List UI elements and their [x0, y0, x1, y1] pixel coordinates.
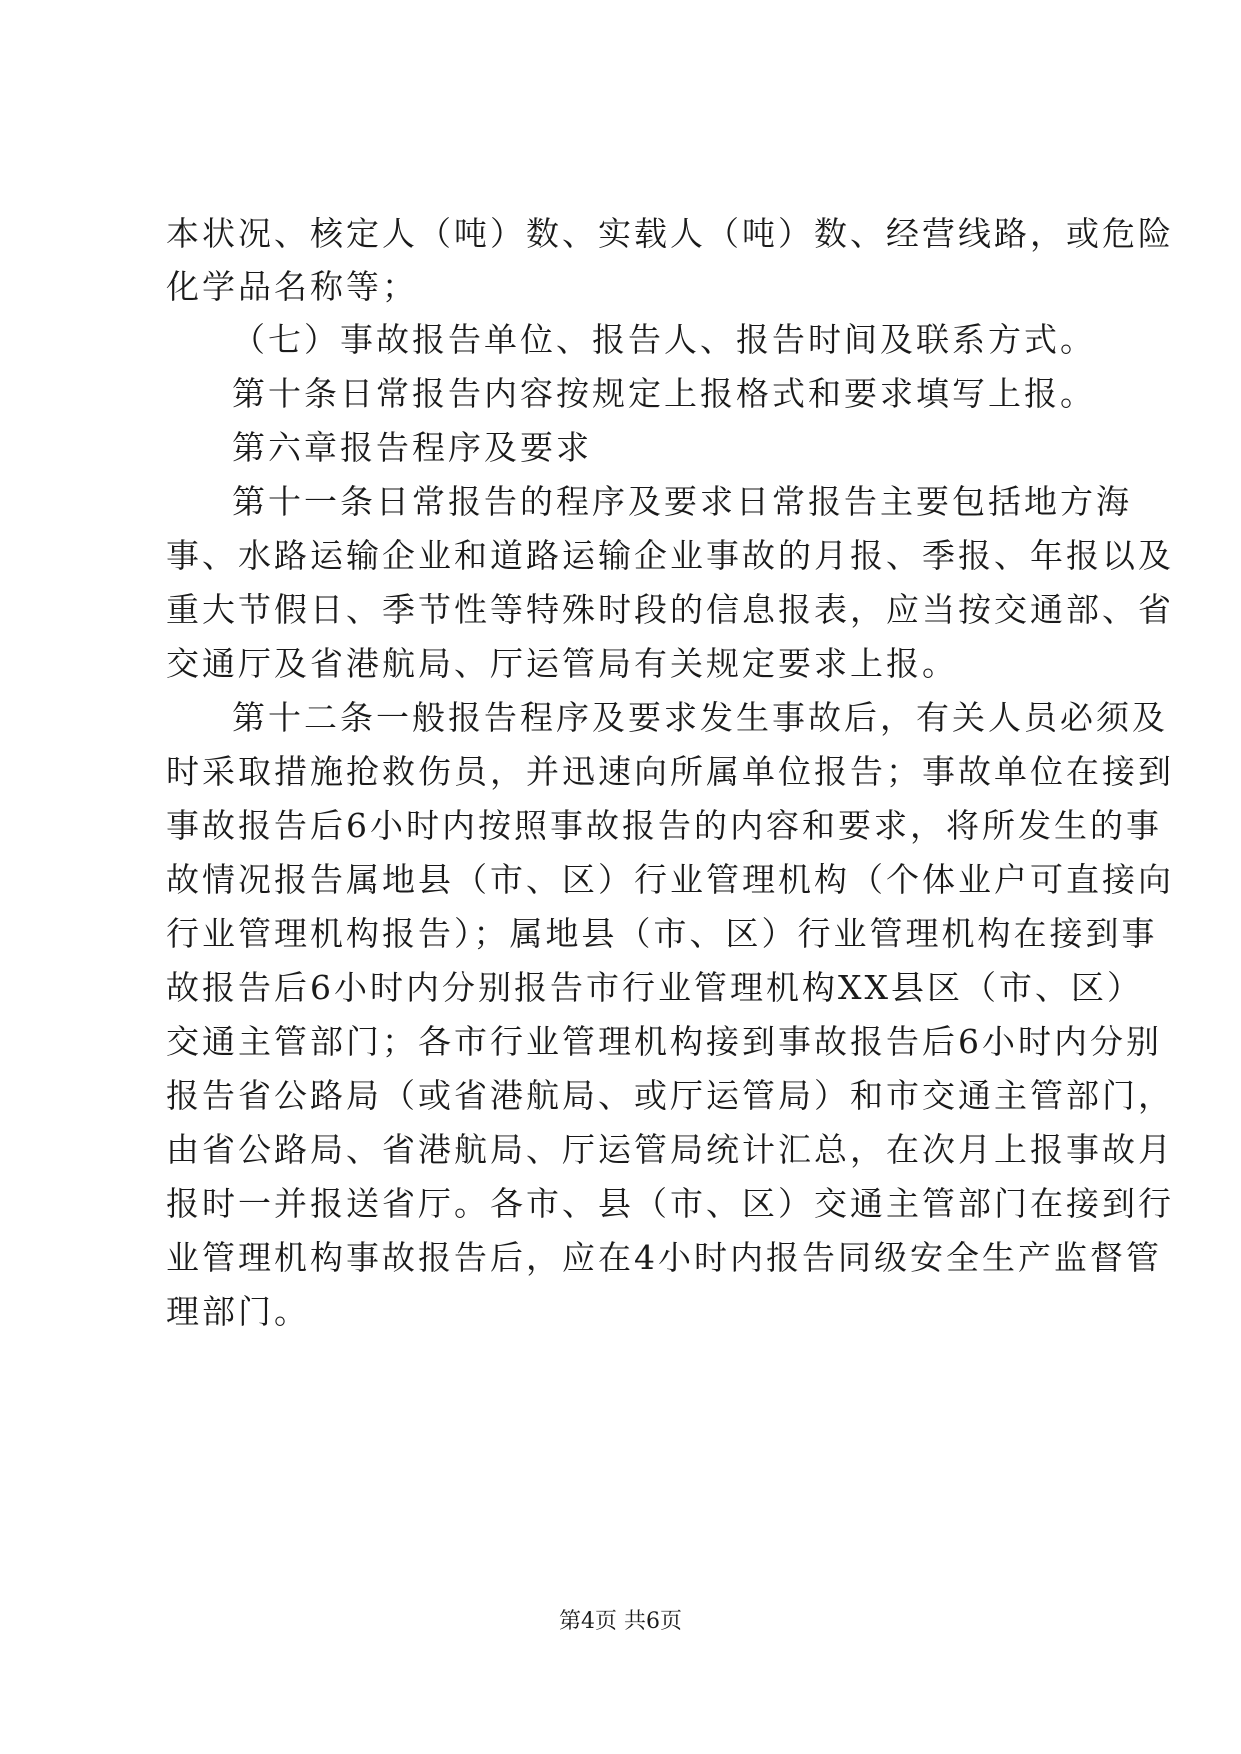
body-line-21: 理部门。 — [166, 1292, 310, 1331]
body-line-3: （七）事故报告单位、报告人、报告时间及联系方式。 — [232, 320, 1096, 359]
body-line-14: 行业管理机构报告）；属地县（市、区）行业管理机构在接到事 — [166, 914, 1158, 953]
body-line-10: 第十二条一般报告程序及要求发生事故后，有关人员必须及 — [232, 698, 1168, 737]
page-number-footer: 第4页 共6页 — [559, 1609, 682, 1634]
body-line-13: 故情况报告属地县（市、区）行业管理机构（个体业户可直接向 — [166, 860, 1174, 899]
body-line-19: 报时一并报送省厅。各市、县（市、区）交通主管部门在接到行 — [166, 1184, 1174, 1223]
body-line-16: 交通主管部门；各市行业管理机构接到事故报告后6小时内分别 — [166, 1022, 1162, 1061]
body-line-6: 第十一条日常报告的程序及要求日常报告主要包括地方海 — [232, 482, 1132, 521]
body-line-18: 由省公路局、省港航局、厅运管局统计汇总，在次月上报事故月 — [166, 1130, 1174, 1169]
section-heading: 第六章报告程序及要求 — [232, 428, 592, 467]
body-line-7: 事、水路运输企业和道路运输企业事故的月报、季报、年报以及 — [166, 536, 1174, 575]
body-line-15: 故报告后6小时内分别报告市行业管理机构XX县区（市、区） — [166, 968, 1143, 1007]
body-line-4: 第十条日常报告内容按规定上报格式和要求填写上报。 — [232, 374, 1096, 413]
body-line-12: 事故报告后6小时内按照事故报告的内容和要求，将所发生的事 — [166, 806, 1162, 845]
body-line-20: 业管理机构事故报告后，应在4小时内报告同级安全生产监督管 — [166, 1238, 1162, 1277]
body-line-1: 本状况、核定人（吨）数、实载人（吨）数、经营线路，或危险 — [166, 214, 1174, 253]
body-line-2: 化学品名称等； — [166, 267, 418, 306]
body-line-8: 重大节假日、季节性等特殊时段的信息报表，应当按交通部、省 — [166, 590, 1174, 629]
body-line-17: 报告省公路局（或省港航局、或厅运管局）和市交通主管部门， — [166, 1076, 1174, 1115]
body-line-11: 时采取措施抢救伤员，并迅速向所属单位报告；事故单位在接到 — [166, 752, 1174, 791]
body-line-9: 交通厅及省港航局、厅运管局有关规定要求上报。 — [166, 644, 958, 683]
